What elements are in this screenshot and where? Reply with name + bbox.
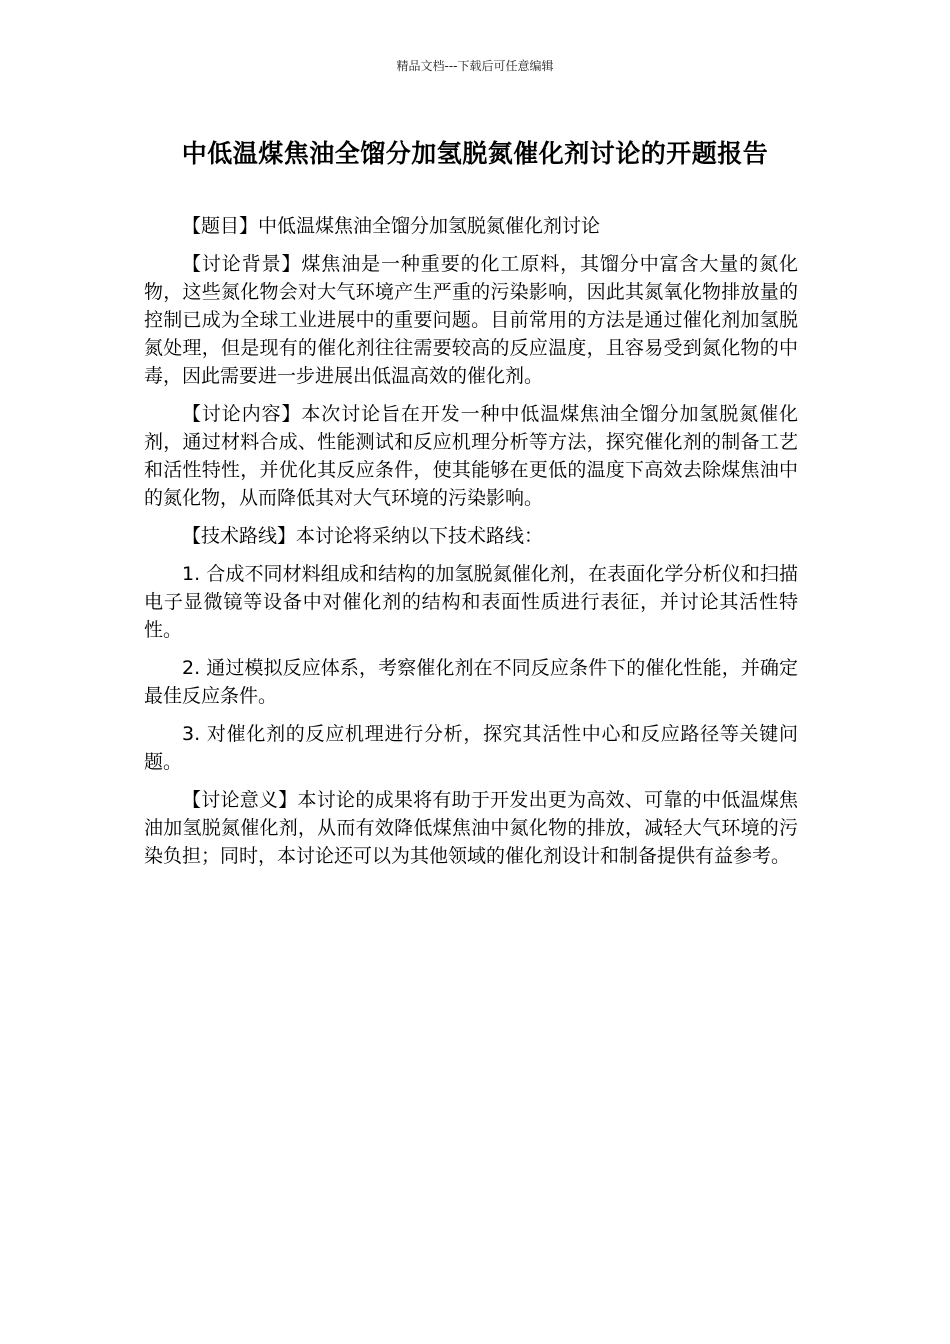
paragraph-route-step-1: 1. 合成不同材料组成和结构的加氢脱氮催化剂，在表面化学分析仪和扫描电子显微镜等设备中对催化剂的结构和表面性质进行表征，并讨论其活性特性。 — [144, 563, 798, 641]
paragraph-route-step-3: 3. 对催化剂的反应机理进行分析，探究其活性中心和反应路径等关键问题。 — [144, 723, 798, 773]
header-note: 精品文档---下载后可任意编辑 — [396, 59, 554, 73]
paragraph-significance: 【讨论意义】本讨论的成果将有助于开发出更为高效、可靠的中低温煤焦油加氢脱氮催化剂，从而有效降低煤焦油中氮化物的排放，减轻大气环境的污染负担；同时，本讨论还可以为其他领域的催化剂设计和制备提供有益参考。 — [144, 789, 798, 867]
paragraph-technical-route: 【技术路线】本讨论将采纳以下技术路线： — [182, 525, 544, 547]
document-body — [144, 212, 798, 880]
paragraph-background: 【讨论背景】煤焦油是一种重要的化工原料，其馏分中富含大量的氮化物，这些氮化物会对大气环境产生严重的污染影响，因此其氮氧化物排放量的控制已成为全球工业进展中的重要问题。目前常用的方法是通过催化剂加氢脱氮处理，但是现有的催化剂往往需要较高的反应温度，且容易受到氮化物的中毒，因此需要进一步进展出低温高效的催化剂。 — [144, 253, 798, 387]
paragraph-route-step-2: 2. 通过模拟反应体系，考察催化剂在不同反应条件下的催化性能，并确定最佳反应条件。 — [144, 657, 798, 707]
document-title: 中低温煤焦油全馏分加氢脱氮催化剂讨论的开题报告 — [181, 139, 769, 168]
paragraph-topic: 【题目】中低温煤焦油全馏分加氢脱氮催化剂讨论 — [182, 215, 601, 237]
paragraph-content: 【讨论内容】本次讨论旨在开发一种中低温煤焦油全馏分加氢脱氮催化剂，通过材料合成、性能测试和反应机理分析等方法，探究催化剂的制备工艺和活性特性，并优化其反应条件，使其能够在更低的温度下高效去除煤焦油中的氮化物，从而降低其对大气环境的污染影响。 — [144, 403, 798, 509]
